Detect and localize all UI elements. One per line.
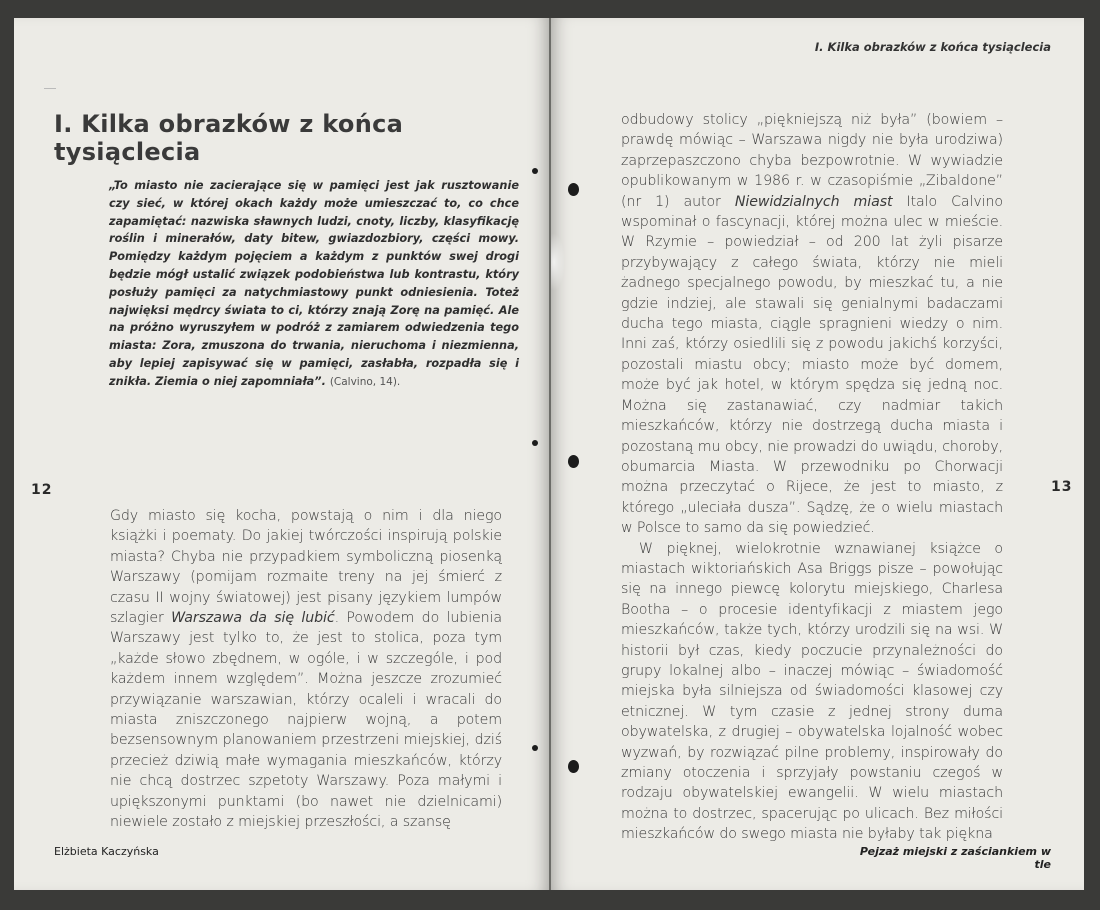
page-number-right: 13 xyxy=(1051,479,1073,495)
right-paragraph-2: W pięknej, wielokrotnie wznawianej książce o miastach wiktoriańskich Asa Briggs pisze – powołując się na innego piewcę kolorytu miejskiego, Charlesa Bootha – o procesie identyfikacji z miastem jego mieszkańców, także tych, którzy urodzili się na wsi. W historii był czas, kiedy poczucie przynależności do grupy lokalnej albo – inaczej mówiąc – świadomość miejska była silniejsza od świadomości klasowej czy etnicznej. W tym czasie z jednej strony duma obywatelska, z drugiej – obywatelska lojalność wobec wyzwań, by rozwiązać pilne problemy, inspirowały do zmiany otoczenia i sprzyjały powstaniu czegoś w rodzaju obywatelskiej ewangelii. W wielu miastach można to dostrzec, spacerując po ulicach. Bez miłości mieszkańców do swego miasta nie byłaby tak piękna xyxy=(621,540,1003,843)
right-body-text xyxy=(621,110,1003,845)
binding-hole xyxy=(568,760,579,773)
text-run: Gdy miasto się kocha, powstają o nim i dla niego książki i poematy. Do jakiej twórczości inspirują polskie miasta? Chyba nie przypadkiem symboliczną piosenką Warszawy (pomijam rozmaite treny na jej śmierć z czasu II wojny światowej) jest pisany językiem lumpów szlagier xyxy=(110,508,502,627)
text-run: . Powodem do lubienia Warszawy jest tylko to, że jest to stolica, poza tym „każde słowo zbędnem, w ogóle, i w szczególe, i pod każdem innem względem”. Można jeszcze zrozumieć przywiązanie warszawian, którzy ocaleli i wracali do miasta zniszczonego najpierw wojną, a potem bezsensownym planowaniem przestrzeni miejskiej, dziś przecież dziwią małe wymagania mieszkańców, którzy nie chcą dostrzec szpetoty Warszawy. Poza małymi i upiększonymi punktami (bo nawet nie dzielnicami) niewiele zostało z miejskiej przeszłości, a szansę xyxy=(110,610,502,831)
motto-citation: (Calvino, 14). xyxy=(329,375,401,388)
hole-mark xyxy=(532,168,538,174)
binding-hole xyxy=(568,455,579,468)
left-page xyxy=(14,18,549,890)
title-footer: Pejzaż miejski z zaściankiem w tle xyxy=(859,845,1051,871)
right-page xyxy=(551,18,1084,890)
author-footer: Elżbieta Kaczyńska xyxy=(54,845,159,858)
binding-hole xyxy=(568,183,579,196)
left-paragraph xyxy=(110,506,502,833)
page-number-left: 12 xyxy=(31,482,53,498)
hole-mark xyxy=(532,440,538,446)
motto-text: „To miasto nie zacierające się w pamięci jest jak rusztowanie czy sieć, w której okach każdy może umieszczać to, co chce zapamiętać: nazwiska sławnych ludzi, cnoty, liczby, klasyfikację roślin i minerałów, daty bitew, gwiazdozbiory, części mowy. Pomiędzy każdym pojęciem a każdym z punktów swej drogi będzie mógł ustalić związek podobieństwa lub kontrastu, który posłuży pamięci za natychmiastowy punkt odniesienia. Toteż najwięksi mędrcy świata to ci, którzy znają Zorę na pamięć. Ale na próżno wyruszyłem w podróż z zamiarem odwiedzenia tego miasta: Zora, zmuszona do trwania, nieruchoma i niezmienna, aby lepiej zapisywać się w pamięci, zasłabła, rozpadła się i znikła. Ziemia o niej zapomniała”. xyxy=(109,179,519,388)
paper-scuff xyxy=(551,233,565,291)
left-body-text xyxy=(110,506,502,833)
margin-mark xyxy=(44,88,56,89)
motto-quote xyxy=(109,177,519,392)
text-run: Italo Calvino wspominał o fascynacji, której można ulec w mieście. W Rzymie – powiedział – od 200 lat żyli pisarze przybywający z całego świata, którzy nie mieli żadnego specjalnego powodu, by mieszkać tu, a nie gdzie indziej, ale stawali się genialnymi badaczami ducha tego miasta, ciągle spragnieni wiedzy o nim. Inni zaś, którzy osiedlili się z powodu jakichś korzyści, pozostali miastu obcy; miasto może być domem, może być jak hotel, w którym spędza się jedną noc. Można się zastanawiać, czy nadmiar takich mieszkańców, którzy nie dostrzegą ducha miasta i pozostaną mu obcy, nie prowadzi do uwiądu, choroby, obumarcia Miasta. W przewodniku po Chorwacji można przeczytać o Rijece, że jest to miasto, z którego „uleciała dusza”. Sądzę, że o wielu miastach w Polsce to samo da się powiedzieć. xyxy=(621,193,1003,537)
hole-mark xyxy=(532,745,538,751)
chapter-title: I. Kilka obrazków z końca tysiąclecia xyxy=(54,110,404,166)
book-title: Niewidzialnych miast xyxy=(734,193,893,210)
song-title: Warszawa da się lubić xyxy=(171,610,335,627)
text-run: odbudowy stolicy „piękniejszą niż była” (bowiem – prawdę mówiąc – Warszawa nigdy nie była urodziwa) zaprzepaszczono chyba bezpowrotnie. W wywiadzie opublikowanym w 1986 r. w czasopiśmie „Zibaldone” (nr 1) autor xyxy=(621,112,1003,210)
right-paragraph-1 xyxy=(621,110,1003,539)
running-head: I. Kilka obrazków z końca tysiąclecia xyxy=(814,40,1051,54)
